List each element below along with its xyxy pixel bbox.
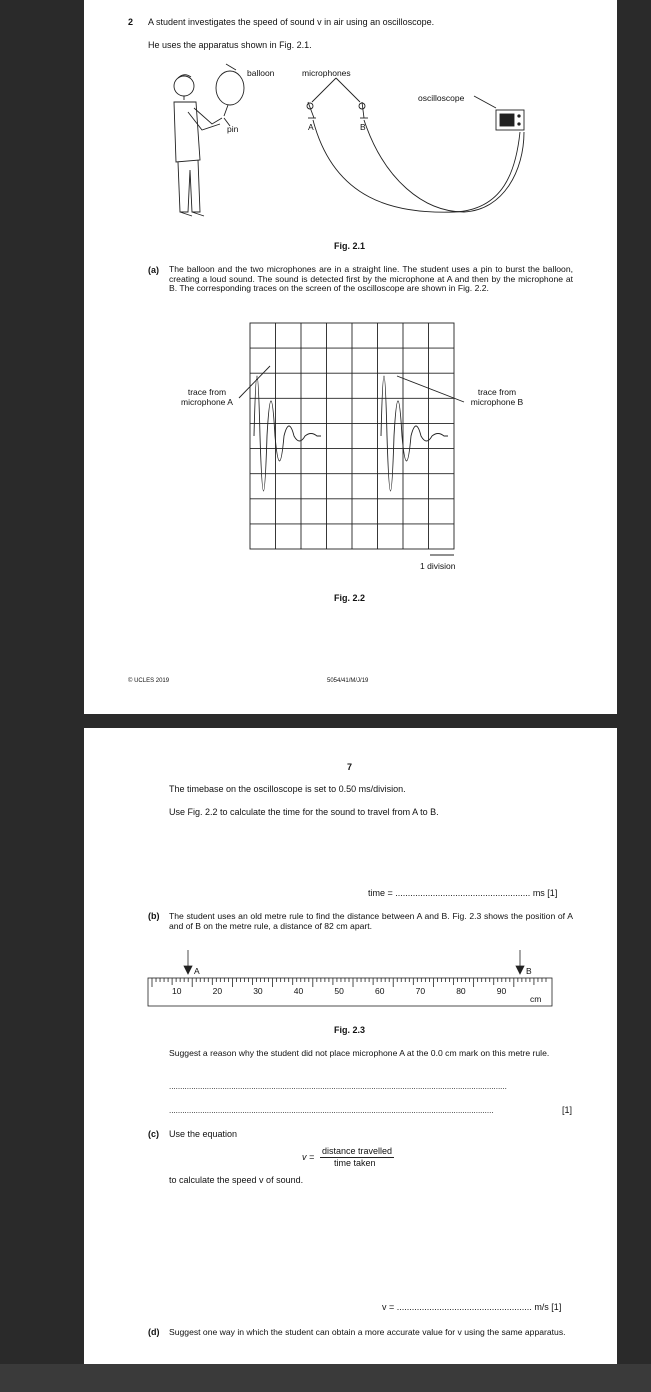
ruler-number: 80: [456, 986, 466, 996]
label-one-division: 1 division: [420, 561, 456, 571]
part-c-label: (c): [148, 1129, 159, 1139]
label-mic-a: A: [308, 122, 314, 132]
part-d-label: (d): [148, 1327, 160, 1337]
part-a-text: The balloon and the two microphones are in a straight line. The student uses a pin to burst the balloon, creating a loud sound. The sound is detected first by the microphone at A and then by the microphone at B. The corresponding traces on the screen of the oscilloscope are shown in Fig. 2.2.: [169, 264, 573, 294]
part-b-text: The student uses an old metre rule to find the distance between A and B. Fig. 2.3 shows the position of A and of B on the metre rule, a distance of 82 cm apart.: [169, 911, 573, 931]
label-mic-b: B: [360, 122, 366, 132]
viewer-bottom-bar: [0, 1364, 651, 1392]
v-answer-line: [382, 1302, 561, 1313]
label-microphones: microphones: [302, 68, 351, 78]
page-number: 7: [347, 762, 353, 772]
part-a-label: (a): [148, 265, 159, 275]
ruler-marker-a: A: [194, 966, 200, 976]
fig-2-3-caption: Fig. 2.3: [334, 1025, 366, 1035]
exam-page-1: [84, 0, 617, 714]
fig-2-2-oscilloscope-screen: [84, 0, 617, 714]
label-trace-b: trace from microphone B: [470, 387, 524, 407]
ruler-number: 20: [212, 986, 223, 996]
label-oscilloscope: oscilloscope: [418, 93, 465, 103]
ruler-number: 50: [334, 986, 344, 996]
equation-denominator: time taken: [334, 1158, 376, 1168]
answer-line-2[interactable]: ..................................................................................................................................................: [169, 1106, 494, 1115]
ruler-number: 60: [375, 986, 385, 996]
ruler-unit: cm: [530, 994, 542, 1004]
time-answer-dots[interactable]: ......................................................: [395, 888, 531, 898]
v-answer-label: v =: [382, 1302, 397, 1312]
footer-copyright: © UCLES 2019: [128, 678, 170, 684]
v-answer-dots[interactable]: ......................................................: [396, 1302, 532, 1312]
footer-paper-code: 5054/41/M/J/19: [327, 678, 369, 684]
answer-mark: [1]: [562, 1105, 573, 1115]
label-pin: pin: [227, 124, 239, 134]
equation-lhs: v =: [302, 1152, 315, 1162]
part-c-instruction: to calculate the speed v of sound.: [169, 1175, 304, 1185]
part-c-text: Use the equation: [169, 1129, 238, 1139]
part-d-text: Suggest one way in which the student can obtain a more accurate value for v using the same apparatus.: [169, 1327, 566, 1337]
timebase-text: The timebase on the oscilloscope is set to 0.50 ms/division.: [169, 784, 406, 794]
fig-2-1-caption: Fig. 2.1: [334, 241, 366, 251]
answer-line-1[interactable]: ........................................................................................................................................................: [169, 1082, 507, 1091]
v-answer-unit: m/s [1]: [534, 1302, 562, 1312]
pointer-trace-a: [239, 366, 270, 398]
equation-numerator: distance travelled: [322, 1146, 393, 1156]
part-b-label: (b): [148, 911, 160, 921]
ruler-number: 40: [293, 986, 304, 996]
intro-line-1: A student investigates the speed of sound v in air using an oscilloscope.: [148, 17, 435, 27]
calc-instruction: Use Fig. 2.2 to calculate the time for the sound to travel from A to B.: [169, 807, 439, 817]
ruler-number: 70: [415, 986, 426, 996]
ruler-number: 30: [253, 986, 263, 996]
fig-2-2-caption: Fig. 2.2: [334, 593, 366, 603]
question-number: 2: [128, 17, 134, 27]
ruler-marker-b: B: [526, 966, 532, 976]
time-answer-unit: ms [1]: [532, 888, 558, 898]
label-trace-a: trace from microphone A: [181, 387, 233, 407]
intro-line-2: He uses the apparatus shown in Fig. 2.1.: [148, 40, 312, 50]
fig-2-3-metre-rule: [84, 728, 617, 1364]
ruler-number: 90: [496, 986, 507, 996]
ruler-number: 10: [172, 986, 182, 996]
label-balloon: balloon: [247, 68, 275, 78]
exam-page-2: [84, 728, 617, 1364]
time-answer-label: time =: [368, 888, 396, 898]
suggest-text: Suggest a reason why the student did not place microphone A at the 0.0 cm mark on this metre rule.: [169, 1048, 550, 1058]
